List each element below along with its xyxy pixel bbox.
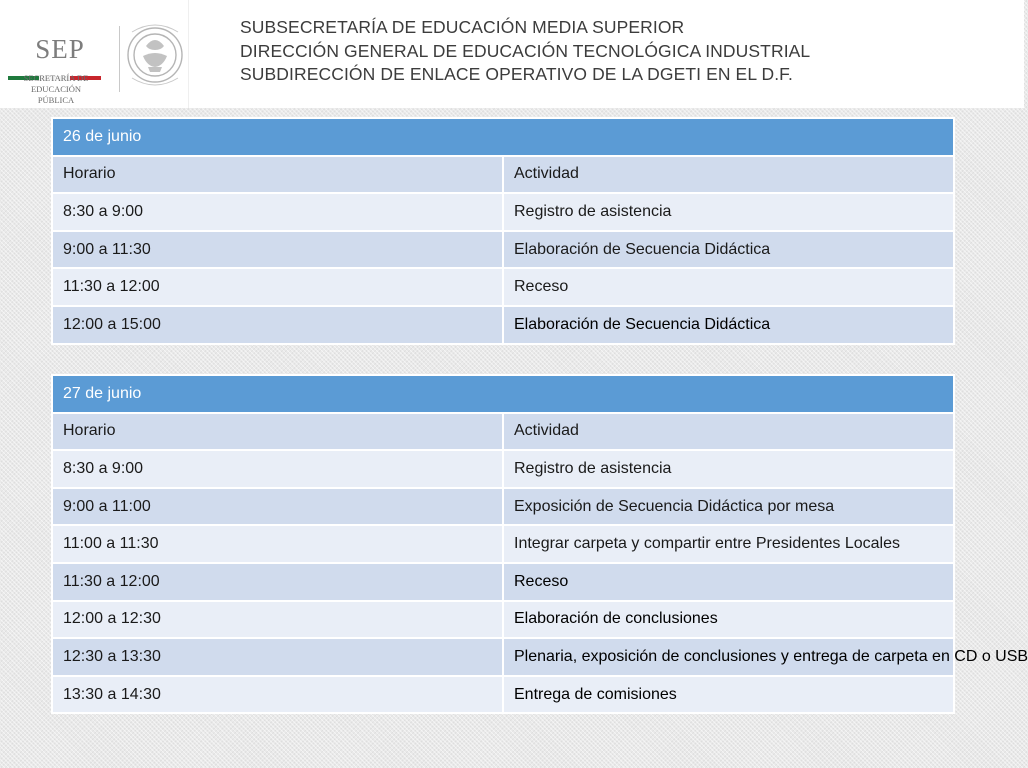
activity-cell: Elaboración de Secuencia Didáctica: [503, 231, 954, 269]
table-row: [52, 450, 954, 488]
header-divider: [188, 0, 189, 108]
header-title-line3: SUBDIRECCIÓN DE ENLACE OPERATIVO DE LA DGETI EN EL D.F.: [240, 64, 793, 84]
time-cell: 11:30 a 12:00: [52, 563, 503, 601]
sep-wordmark: SEP: [35, 34, 85, 64]
table-row: [52, 601, 954, 639]
sep-subtitle: [14, 73, 98, 106]
column-header-actividad: Actividad: [503, 156, 954, 194]
activity-cell: Registro de asistencia: [503, 450, 954, 488]
table-column-headers: [52, 413, 954, 451]
logo-divider: [119, 26, 120, 92]
table-row: [52, 563, 954, 601]
table-row: [52, 676, 954, 714]
table-row: [52, 231, 954, 269]
table-row: [52, 638, 954, 676]
table-date-header: [52, 375, 954, 413]
time-cell: 11:00 a 11:30: [52, 525, 503, 563]
table-row: [52, 268, 954, 306]
header-titles: [240, 16, 810, 87]
column-header-horario: Horario: [52, 156, 503, 194]
date-cell: 27 de junio: [52, 375, 954, 413]
table-row: [52, 488, 954, 526]
column-header-horario: Horario: [52, 413, 503, 451]
table-column-headers: [52, 156, 954, 194]
header-title-line1: SUBSECRETARÍA DE EDUCACIÓN MEDIA SUPERIOR: [240, 17, 685, 37]
schedule-table-june-26: [51, 117, 955, 345]
date-cell: 26 de junio: [52, 118, 954, 156]
activity-cell: Entrega de comisiones: [503, 676, 954, 714]
activity-cell: Receso: [503, 268, 954, 306]
activity-cell: Plenaria, exposición de conclusiones y entrega de carpeta en CD o USB: [503, 638, 954, 676]
header-title-line2: DIRECCIÓN GENERAL DE EDUCACIÓN TECNOLÓGICA INDUSTRIAL: [240, 40, 811, 61]
time-cell: 12:00 a 12:30: [52, 601, 503, 639]
activity-cell: Receso: [503, 563, 954, 601]
time-cell: 9:00 a 11:00: [52, 488, 503, 526]
time-cell: 12:30 a 13:30: [52, 638, 503, 676]
activity-cell: Elaboración de conclusiones: [503, 601, 954, 639]
sep-subtitle-line2: EDUCACIÓN PÚBLICA: [30, 84, 82, 105]
time-cell: 8:30 a 9:00: [52, 450, 503, 488]
time-cell: 9:00 a 11:30: [52, 231, 503, 269]
activity-cell: Exposición de Secuencia Didáctica por mesa: [503, 488, 954, 526]
activity-cell: Elaboración de Secuencia Didáctica: [503, 306, 954, 344]
schedule-table-june-27: [51, 374, 1028, 714]
sep-logo: [0, 0, 188, 108]
page-header: [0, 0, 1024, 108]
activity-cell: Registro de asistencia: [503, 193, 954, 231]
mexican-coat-of-arms-icon: [124, 12, 186, 98]
column-header-actividad: Actividad: [503, 413, 954, 451]
flag-stripe: [8, 67, 103, 71]
table-row: [52, 306, 954, 344]
time-cell: 8:30 a 9:00: [52, 193, 503, 231]
activity-cell: Integrar carpeta y compartir entre Presidentes Locales: [503, 525, 954, 563]
time-cell: 12:00 a 15:00: [52, 306, 503, 344]
time-cell: 13:30 a 14:30: [52, 676, 503, 714]
sep-subtitle-line1: SECRETARÍA DE: [23, 73, 89, 83]
table-row: [52, 193, 954, 231]
table-row: [52, 525, 954, 563]
time-cell: 11:30 a 12:00: [52, 268, 503, 306]
table-date-header: [52, 118, 954, 156]
